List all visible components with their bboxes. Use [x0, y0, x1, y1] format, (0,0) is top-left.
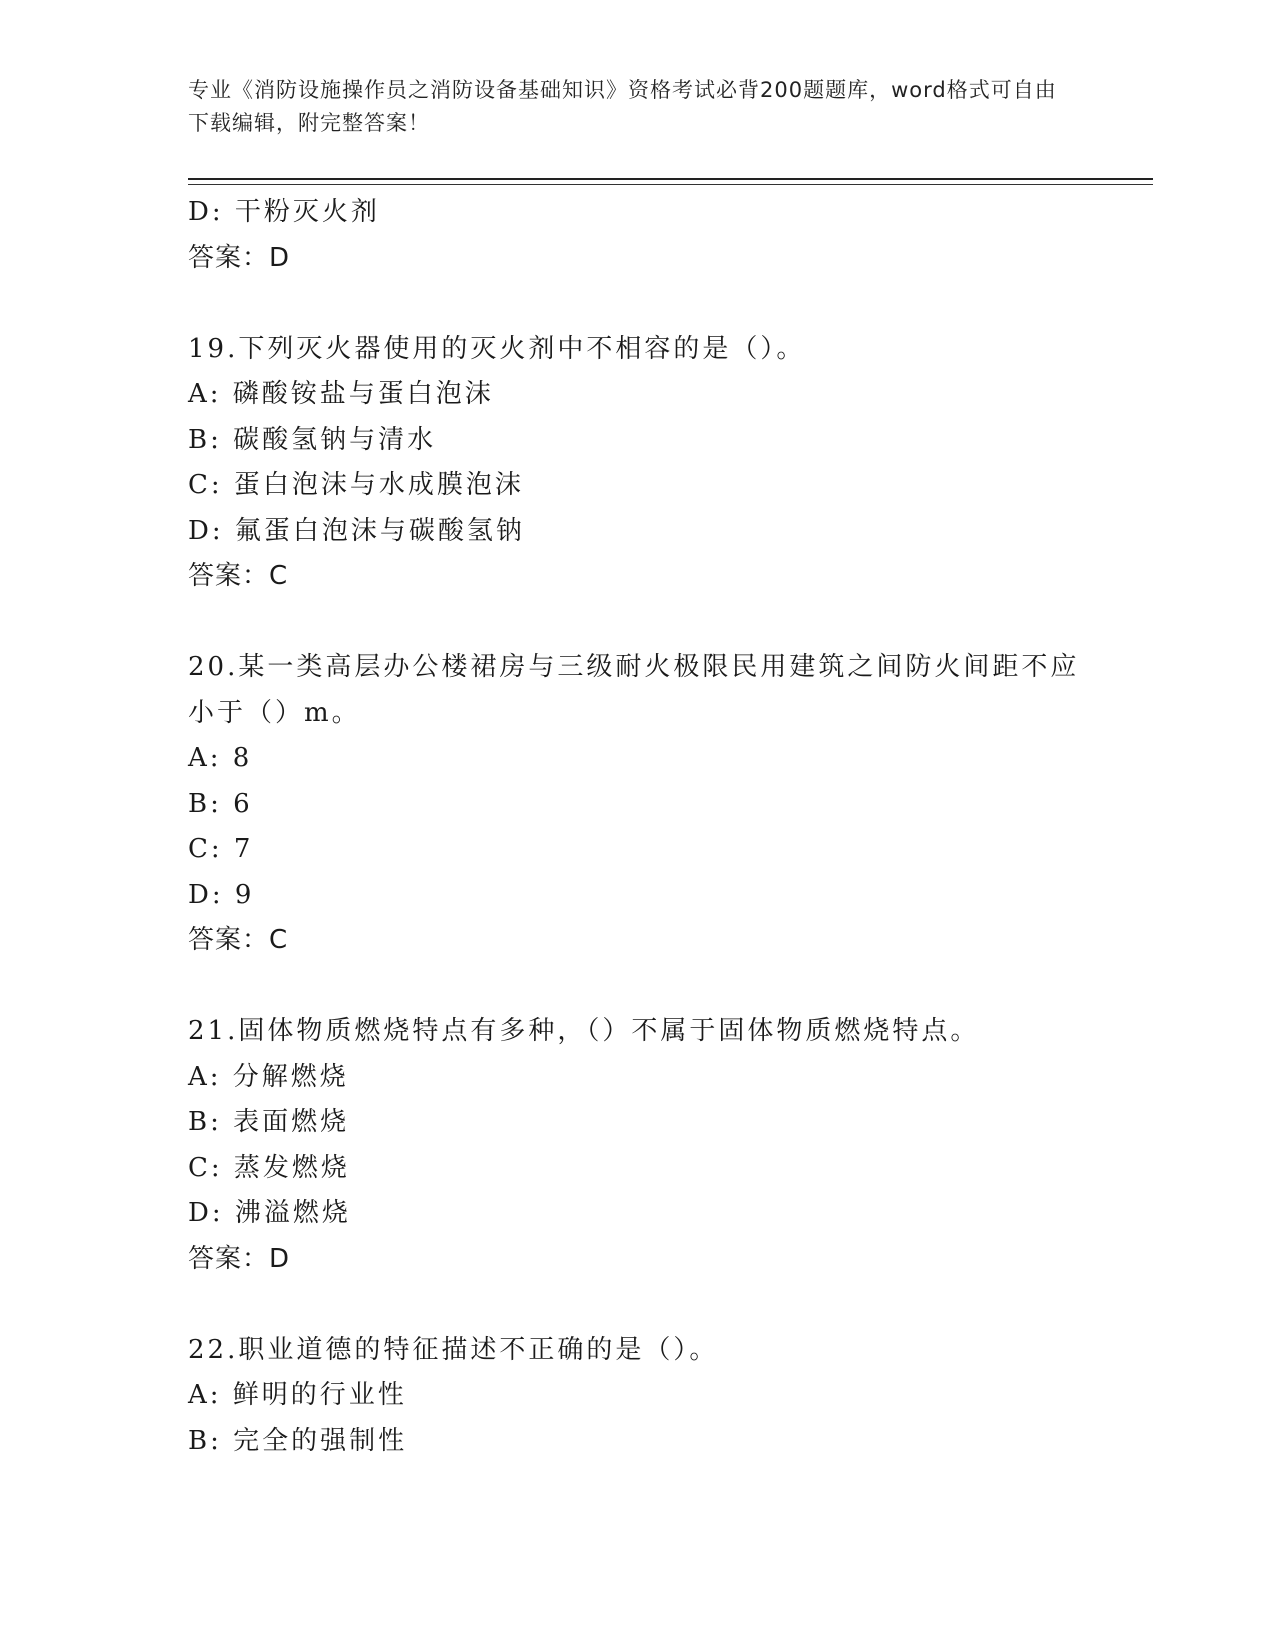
document-header: 专业《消防设施操作员之消防设备基础知识》资格考试必背200题题库，word格式可自由下载编辑，附完整答案！ — [188, 78, 1057, 135]
question-stem: 19.下列灭火器使用的灭火剂中不相容的是（）。 — [188, 333, 806, 364]
option-d-carryover: D: 干粉灭火剂 — [188, 197, 380, 227]
question-22 — [188, 1328, 1118, 1465]
option-c: C: 蛋白泡沫与水成膜泡沫 — [188, 470, 524, 500]
answer: 答案：C — [188, 561, 289, 591]
header-rule-thick — [188, 178, 1153, 180]
option-a: A: 8 — [188, 743, 253, 773]
option-b: B: 6 — [188, 788, 253, 819]
question-list — [188, 190, 1118, 1464]
question-stem: 21.固体物质燃烧特点有多种，（）不属于固体物质燃烧特点。 — [188, 1016, 980, 1046]
question-stem: 20.某一类高层办公楼裙房与三级耐火极限民用建筑之间防火间距不应小于（）m。 — [188, 652, 1080, 728]
option-a: A: 分解燃烧 — [188, 1061, 349, 1092]
question-20 — [188, 645, 1118, 964]
answer: 答案：C — [188, 925, 289, 955]
option-a: A: 鲜明的行业性 — [188, 1380, 407, 1410]
option-b: B: 表面燃烧 — [188, 1107, 350, 1137]
header-rule-thin — [188, 184, 1153, 185]
option-d: D: 沸溢燃烧 — [188, 1198, 351, 1228]
answer-carryover: 答案：D — [188, 242, 291, 273]
option-d: D: 9 — [188, 879, 255, 910]
question-stem: 22.职业道德的特征描述不正确的是（）。 — [188, 1334, 719, 1365]
question-21 — [188, 1009, 1118, 1282]
option-d: D: 氟蛋白泡沫与碳酸氢钠 — [188, 515, 525, 546]
answer: 答案：D — [188, 1243, 291, 1274]
option-c: C: 蒸发燃烧 — [188, 1152, 350, 1183]
option-c: C: 7 — [188, 834, 254, 864]
question-19 — [188, 327, 1118, 600]
option-b: B: 完全的强制性 — [188, 1425, 408, 1456]
option-b: B: 碳酸氢钠与清水 — [188, 424, 437, 455]
option-a: A: 磷酸铵盐与蛋白泡沫 — [188, 379, 494, 409]
